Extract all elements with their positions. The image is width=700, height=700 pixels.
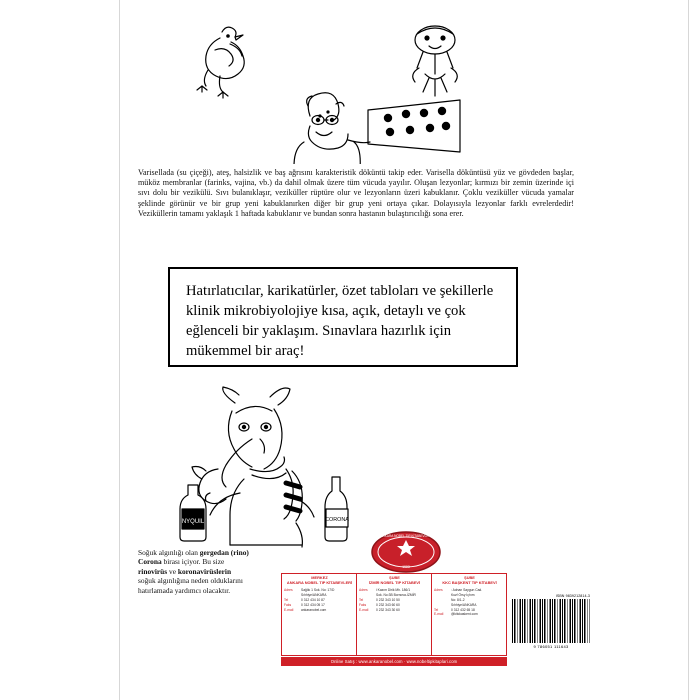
address-row-value: 0 312 434 05 17 [301, 602, 325, 607]
address-row-label: E-mail [359, 607, 369, 612]
person-with-pox-illustration [294, 93, 370, 164]
scarf [250, 457, 302, 521]
address-row-line: Kuzf Örsy İçhım [451, 592, 475, 597]
address-row-line: Sıhhiye/ANKARA [451, 602, 477, 607]
address-column-baskent [432, 574, 506, 655]
online-sales-bar[interactable]: Online Satış : www.ankaranobel.com · www.nobeltipkitaplari.com [281, 657, 507, 666]
caption-part-2: birası içiyor. Bu size [161, 557, 225, 567]
address-subtitle: KKC BAŞKENT TIP KİTABEVİ [442, 579, 497, 585]
address-row-value[interactable]: @kitckaskent.com [451, 612, 478, 617]
caption-part-5: hatırlamada yardımcı olacaktır. [138, 585, 231, 595]
barcode-bars [512, 599, 590, 643]
top-illustrations-svg [130, 14, 570, 164]
address-row-label: Faks [284, 602, 292, 607]
caption-bold-2: rinovirüs [138, 566, 168, 576]
address-row [284, 608, 355, 613]
address-column-merkez [282, 574, 357, 655]
address-title: ŞUBE [464, 575, 475, 580]
corona-bottle [325, 477, 349, 541]
address-column-title [359, 576, 430, 586]
blackboard-illustration [368, 100, 460, 152]
address-title: MERKEZ [311, 575, 328, 580]
address-row-value: 0 312 432 65 18 [451, 607, 475, 612]
caption-bold-1: gergedan (rino) [199, 548, 249, 557]
svg-text:CORONA: CORONA [325, 517, 349, 523]
svg-text:ANKARA NOBEL TIP KİTABEVLERİ: ANKARA NOBEL TIP KİTABEVLERİ [380, 534, 432, 538]
address-rows [284, 588, 355, 613]
address-row-label: Tel [284, 597, 289, 602]
address-column-title [284, 576, 355, 586]
body-paragraph-text: Varisellada (su çiçeği), ateş, halsizlik ve baş ağrısını karakteristik döküntü takip eder. Varisella döküntüsü yüz ve gövdeden başlar, müköz membranlar (farinks, vajina, vb.) da dahil olmak üzere tüm vücuda yayılır. Oluşan lezyonlar; kırmızı bir zemin üzerinde içi sıvı dolu bir vezikülü. Sıvı bulanıklaşır, veziküller rüptüre olur ve lezyonların üzeri kabuklanır. Çoklu veziküller vücuda yamalar şeklinde görünür ve bir grup yeni kabuklanırken diğer bir grup yeni ortaya çıkar. Dolayısıyla lezyonlar farklı evrelerdedir! Veziküllerin tamamı yaklaşık 1 haftada kabuklanır ve bundan sonra hastanın bulaştırıcılığı sona erer. [138, 168, 574, 218]
address-subtitle: İZMİR NOBEL TIP KİTABEVİ [368, 579, 421, 585]
address-row-value [451, 588, 505, 608]
isbn-text: ISBN 9839212814-3 [555, 594, 590, 598]
address-row-value[interactable]: ankaranobel.com [301, 607, 327, 612]
address-row-value: 0 312 434 10 87 [301, 597, 325, 602]
address-row-value [301, 588, 355, 598]
address-row-label: E-mail [284, 607, 294, 612]
caption-part-3: ve [167, 566, 178, 576]
address-rows [434, 588, 505, 618]
caption-bold-3: koronavirüslerin [177, 566, 232, 576]
address-row-line: Sok. No:3B Bornova-İZMİR [376, 592, 416, 597]
address-row-label: E-mail [434, 612, 444, 617]
address-row-line: i Kazım Dirik Mh. 186/1 [376, 587, 411, 592]
svg-text:1993: 1993 [402, 565, 410, 569]
rhino-head [192, 387, 290, 504]
nyquil-bottle [180, 485, 206, 541]
address-title: ŞUBE [389, 575, 400, 580]
chicken-illustration [197, 27, 244, 98]
top-illustration-group [130, 14, 570, 164]
caption-part-1: Soğuk algınlığı olan [138, 548, 200, 557]
caption-part-4: soğuk algınlığına neden olduklarını [138, 576, 243, 586]
virus-particle-illustration [413, 26, 458, 96]
page-edge-right [688, 0, 689, 700]
address-row-label: Adres [434, 587, 443, 592]
page-edge-left [119, 0, 120, 700]
rhino-caption [138, 548, 278, 595]
address-column-izmir [357, 574, 432, 655]
svg-text:NYQUIL: NYQUIL [181, 519, 205, 525]
address-row-label: Adres [359, 587, 368, 592]
body-paragraph [138, 168, 574, 221]
address-column-title [434, 576, 505, 586]
address-row-value[interactable]: 0 232 343 30 60 [376, 607, 400, 612]
caption-bold-corona: Corona [138, 557, 162, 567]
address-row [434, 612, 505, 617]
address-row [284, 588, 355, 598]
address-row-label: Faks [359, 602, 367, 607]
publisher-address-table [281, 573, 507, 656]
address-row-line: No: 8/1-2 [451, 597, 465, 602]
barcode-block [512, 594, 590, 656]
address-row-label: Adres [284, 587, 293, 592]
isbn-number: 9 786051 111643 [533, 644, 569, 649]
address-row [359, 608, 430, 613]
address-row-label: Tel [434, 607, 439, 612]
address-row-line: Sıhhiye/ANKARA [301, 592, 327, 597]
publisher-seal [369, 528, 443, 576]
callout-text: Hatırlatıcılar, karikatürler, özet tabloları ve şekillerle klinik mikrobiyolojiye kısa, açık, detaylı ve çok eğlenceli bir yaklaşım. Sınavlara hazırlık için mükemmel bir araç! [186, 283, 494, 359]
address-row-value: 0 232 343 60 60 [376, 602, 400, 607]
address-subtitle: ANKARA NOBEL TIP KİTABEVLERİ [286, 579, 353, 585]
address-row-value: 0 232 343 10 50 [376, 597, 400, 602]
publisher-seal-svg [369, 528, 443, 576]
address-row-label: Tel [359, 597, 364, 602]
address-rows [359, 588, 430, 613]
address-row-value [376, 588, 430, 598]
address-row-line: Sağlık 1 Sok. No: 17/D [301, 587, 335, 592]
address-row-line: : Adnan Saygun Cad. [451, 587, 483, 592]
address-row [359, 588, 430, 598]
address-row [434, 588, 505, 608]
callout-box [168, 267, 518, 367]
